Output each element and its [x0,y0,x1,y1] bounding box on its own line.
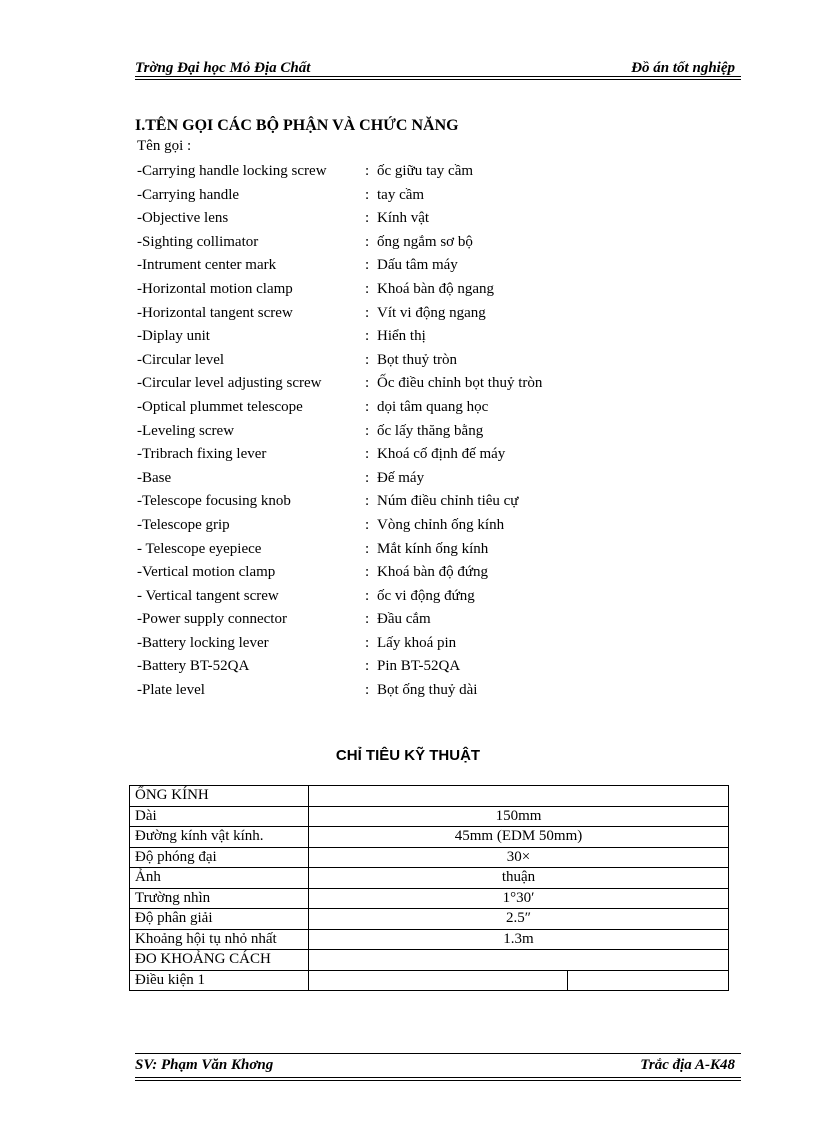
part-separator: : [365,280,370,297]
part-name: -Carrying handle [137,186,240,203]
list-item [137,608,657,632]
list-item [137,538,657,562]
list-item [137,467,657,491]
list-item [137,561,657,585]
spec-value: 150mm [309,806,729,827]
part-name: -Circular level adjusting screw [137,375,322,392]
part-name: -Leveling screw [137,422,235,439]
parts-list [137,160,657,703]
list-item [137,160,657,184]
spec-section-label: ỐNG KÍNH [130,786,309,807]
list-item [137,231,657,255]
part-name: -Telescope focusing knob [137,493,291,510]
part-separator: : [365,634,370,651]
table-cell [568,970,729,991]
table-cell [309,970,568,991]
spec-section-label: ĐO KHOẢNG CÁCH [130,950,309,971]
part-name: -Battery locking lever [137,634,269,651]
part-name: -Battery BT-52QA [137,658,250,675]
list-item [137,325,657,349]
part-separator: : [365,516,370,533]
list-item [137,278,657,302]
page-header [135,58,741,80]
table-row [130,827,729,848]
part-vietnamese-name: Mắt kính ống kính [377,540,489,557]
part-vietnamese-name: Vòng chỉnh ống kính [377,516,505,533]
part-separator: : [365,658,370,675]
spec-value: 1.3m [309,929,729,950]
part-name: -Sighting collimator [137,233,259,250]
spec-value: thuận [309,868,729,889]
part-name: -Horizontal motion clamp [137,280,293,297]
spec-label: Khoảng hội tụ nhỏ nhất [130,929,309,950]
part-vietnamese-name: Pin BT-52QA [377,658,461,675]
table-row [130,970,729,991]
part-vietnamese-name: Khoá bàn độ ngang [377,280,495,297]
part-separator: : [365,210,370,227]
table-cell [309,950,729,971]
part-separator: : [365,469,370,486]
table-row [130,847,729,868]
part-name: -Tribrach fixing lever [137,446,267,463]
part-vietnamese-name: Lấy khoá pin [377,634,457,651]
footer-rule [135,1077,741,1078]
part-vietnamese-name: ống ngắm sơ bộ [377,233,473,250]
table-row [130,888,729,909]
part-vietnamese-name: Khoá bàn độ đứng [377,564,489,581]
list-item [137,420,657,444]
part-vietnamese-name: ốc giữu tay cầm [377,163,474,179]
part-vietnamese-name: Núm điều chỉnh tiêu cự [377,493,519,510]
spec-label: Độ phân giải [130,909,309,930]
part-vietnamese-name: Đầu cắm [377,611,431,628]
table-row [130,909,729,930]
part-name: -Plate level [137,682,205,699]
spec-table [129,785,729,991]
spec-value: 1°30′ [309,888,729,909]
part-vietnamese-name: ốc vi động đứng [377,587,475,604]
part-separator: : [365,422,370,439]
part-name: - Telescope eyepiece [137,540,262,557]
spec-value: 45mm (EDM 50mm) [309,827,729,848]
part-vietnamese-name: Khoá cố định đế máy [377,446,506,463]
part-name: -Power supply connector [137,611,287,628]
list-item [137,372,657,396]
intro-label: Tên gọi : [137,138,192,154]
spec-label: Điều kiện 1 [130,970,309,991]
part-name: -Diplay unit [137,328,210,345]
part-separator: : [365,446,370,463]
table-row [130,868,729,889]
table-row [130,806,729,827]
part-separator: : [365,233,370,250]
spec-label: Đường kính vật kính. [130,827,309,848]
header-university: Trờng Đại học Mỏ Địa Chất [135,60,311,76]
part-name: -Intrument center mark [137,257,277,274]
table-row [130,786,729,807]
list-item [137,490,657,514]
part-name: -Carrying handle locking screw [137,163,327,179]
part-vietnamese-name: ốc lấy thăng bằng [377,422,484,439]
list-item [137,679,657,703]
part-separator: : [365,186,370,203]
header-rule [135,76,741,77]
part-vietnamese-name: dọi tâm quang học [377,398,489,415]
part-separator: : [365,163,370,179]
list-item [137,514,657,538]
part-name: -Objective lens [137,210,229,227]
part-name: -Vertical motion clamp [137,564,276,581]
part-separator: : [365,328,370,345]
header-rule [135,79,741,80]
part-separator: : [365,375,370,392]
part-separator: : [365,398,370,415]
part-separator: : [365,682,370,699]
spec-label: Độ phóng đại [130,847,309,868]
part-name: -Base [137,469,172,486]
spec-value: 30× [309,847,729,868]
footer-class: Trắc địa A-K48 [640,1057,735,1073]
part-vietnamese-name: tay cầm [377,186,425,203]
table-row [130,929,729,950]
page-footer [135,1050,741,1090]
part-name: -Circular level [137,351,225,368]
part-vietnamese-name: Bọt thuỷ tròn [377,351,458,368]
header-document-type: Đồ án tốt nghiệp [631,60,735,76]
list-item [137,655,657,679]
footer-rule [135,1053,741,1054]
part-vietnamese-name: Bọt ống thuỷ dài [377,682,478,699]
part-separator: : [365,493,370,510]
part-vietnamese-name: Hiển thị [377,328,426,345]
spec-label: Trường nhìn [130,888,309,909]
list-item [137,585,657,609]
list-item [137,184,657,208]
part-separator: : [365,587,370,604]
part-vietnamese-name: Vít vi động ngang [377,304,486,321]
list-item [137,396,657,420]
part-separator: : [365,540,370,557]
spec-label: Ảnh [130,868,309,889]
list-item [137,632,657,656]
footer-student: SV: Phạm Văn Khơng [135,1057,274,1073]
part-separator: : [365,611,370,628]
list-item [137,207,657,231]
list-item [137,302,657,326]
part-separator: : [365,257,370,274]
list-item [137,349,657,373]
spec-label: Dài [130,806,309,827]
part-name: -Horizontal tangent screw [137,304,293,321]
list-item [137,443,657,467]
part-vietnamese-name: Đế máy [377,469,425,486]
tech-spec-title: CHỈ TIÊU KỸ THUẬT [335,747,481,764]
spec-value: 2.5″ [309,909,729,930]
list-item [137,254,657,278]
table-row [130,950,729,971]
part-vietnamese-name: Kính vật [377,210,430,227]
section-title: I.TÊN GỌI CÁC BỘ PHẬN VÀ CHỨC NĂNG [135,117,459,134]
part-name: -Telescope grip [137,516,230,533]
part-name: -Optical plummet telescope [137,398,303,415]
part-separator: : [365,564,370,581]
part-vietnamese-name: Dấu tâm máy [377,257,458,274]
table-cell [309,786,729,807]
part-vietnamese-name: Ốc điều chỉnh bọt thuỷ tròn [377,375,543,392]
part-name: - Vertical tangent screw [137,587,279,604]
footer-rule [135,1080,741,1081]
part-separator: : [365,351,370,368]
part-separator: : [365,304,370,321]
